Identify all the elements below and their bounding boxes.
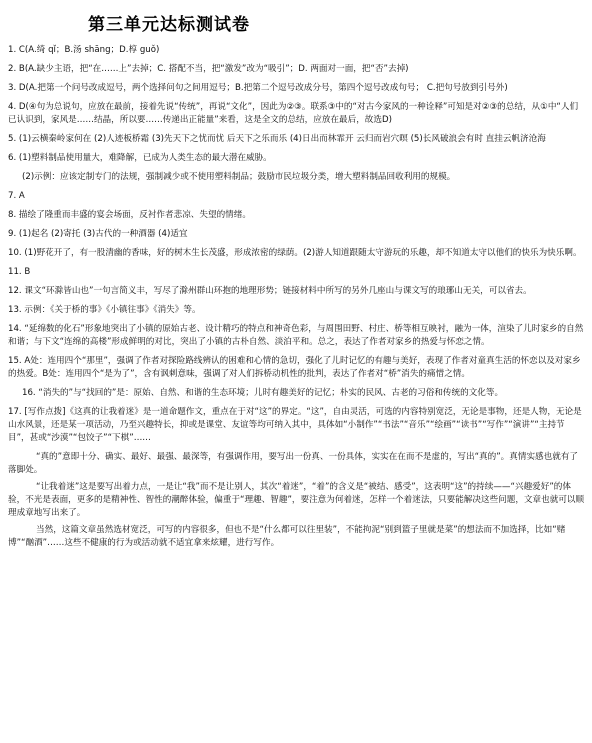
answer-item-1: 1. C(A.绮 qǐ；B.汤 shāng；D.椁 guǒ) <box>8 45 160 55</box>
answer-item-4: 4. D(④句为总说句，应放在最前，接着先说“传统”，再说“文化”，因此为②③。联系③中的“对古今家风的一种诠释”可知是对②③的总结，从①中“人们已认识到，家风是……结晶，所以要……传递出正能量”来看，这是全文的总结，应放在最后，故选D) <box>8 102 579 125</box>
answer-item-13: 13. 示例：《关于桥的事》《小镇往事》《消失》等。 <box>8 305 201 315</box>
answer-item-6-part-2: (2)示例：应该定制专门的法规，强制减少或不使用塑料制品；鼓励市民垃圾分类，增大塑料制品回收利用的规模。 <box>22 172 456 182</box>
answer-item-14: 14. “延绵数的化石”形象地突出了小镇的原始古老、设计精巧的特点和神奇色彩，与周围田野、村庄、桥等相互映衬，融为一体，渲染了儿时家乡的自然和谐；与下文“连绵的高楼”形成鲜明的对比，突出了小镇的古朴自然、淡泊平和。总之，表达了作者对家乡的热爱与怀恋之情。 <box>8 324 584 347</box>
answer-item-17-para-2: “让我着迷”这是要写出着力点，一是让“我”而不是让别人，其次“着迷”，“着”的含义是“被结、感受”，这表明“这”的持续——“兴趣爱好”的体验，不光是表面，更多的是精神性、智性的潮醉体验，偏重于“理趣、智趣”，要注意为何着迷，怎样一个着迷法，只要能解决这些问题，文章也就可以顺理成章地写出来了。 <box>8 482 585 518</box>
answer-item-17-intro: 17. [写作点拨]《这真的让我着迷》是一道命题作文，重点在于对“这”的界定。“这”，自由灵活，可选的内容特别宽泛，无论是事物，还是人物，无论是山水风景，还是某一项活动，乃至兴趣特长，抑或是课堂、友谊等均可纳入其中，具体如“小制作”“书法”“音乐”“绘画”“读书”“写作”“演讲”“主持节目”，甚或“沙漠”“包饺子”“下棋”…… <box>8 407 582 443</box>
answer-item-7: 7. A <box>8 191 25 201</box>
page-title: 第三单元达标测试卷 <box>88 15 250 35</box>
answer-item-2: 2. B(A.缺少主语，把“在……上”去掉；C. 搭配不当，把“激发”改为“吸引”；D. 两面对一面，把“否”去掉) <box>8 64 409 74</box>
answer-item-10: 10. (1)野花开了，有一股清幽的香味，好的树木生长茂盛，形成浓密的绿荫。(2)游人知道跟随太守游玩的乐趣，却不知道太守以他们的快乐为快乐啊。 <box>8 248 582 258</box>
answer-item-9: 9. (1)起名 (2)寄托 (3)古代的一种酒器 (4)适宜 <box>8 229 188 239</box>
answer-item-12: 12. 课文“环滁皆山也”一句言简义丰，写尽了滁州群山环抱的地理形势；链接材料中所写的另外几座山与课文写的琅琊山无关，可以省去。 <box>8 286 532 296</box>
answer-item-17-para-1: “真的”意即十分、确实、最好、最强、最深等，有强调作用，要写出一份真、一份具体，实实在在而不是虚的，写出“真的”。真情实感也就有了落脚处。 <box>8 452 579 475</box>
answer-item-17-para-3: 当然，这篇文章虽然选材宽泛，可写的内容很多，但也不是“什么都可以往里装”，不能拘泥“别到篮子里就是菜”的想法而不加选择，比如“赌博”“酗酒”……这些不健康的行为或活动就不适宜拿来炫耀，进行写作。 <box>8 525 566 548</box>
answer-item-15: 15. A处：连用四个“那里”，强调了作者对探险路线辨认的困难和心情的急切，强化了儿时记忆的有趣与美好，表现了作者对童真生活的怀恋以及对家乡的热爱。B处：连用四个“是为了”，含有讽刺意味，强调了对人们拆桥动机性的批判，表达了作者对“桥”消失的痛惜之情。 <box>8 356 581 379</box>
answer-item-11: 11. B <box>8 267 31 277</box>
answer-item-6-part-1: 6. (1)塑料制品使用量大，难降解，已成为人类生态的最大潜在威胁。 <box>8 153 272 163</box>
answer-item-3: 3. D(A.把第一个问号改成逗号，两个选择问句之间用逗号；B.把第二个逗号改成分号，第四个逗号改成句号； C.把句号放到引号外) <box>8 83 508 93</box>
answer-list <box>8 44 586 554</box>
answer-item-5: 5. (1)云横秦岭家何在 (2)人迹板桥霜 (3)先天下之忧而忧 后天下之乐而乐 (4)日出而林霏开 云归而岩穴暝 (5)长风破浪会有时 直挂云帆济沧海 <box>8 134 546 144</box>
answer-item-8: 8. 描绘了隆重而丰盛的宴会场面，反衬作者悲凉、失望的情绪。 <box>8 210 251 220</box>
answer-item-16: 16. “消失的”与“找回的”是：原始、自然、和谐的生态环境；儿时有趣美好的记忆；朴实的民风、古老的习俗和传统的文化等。 <box>22 388 504 398</box>
